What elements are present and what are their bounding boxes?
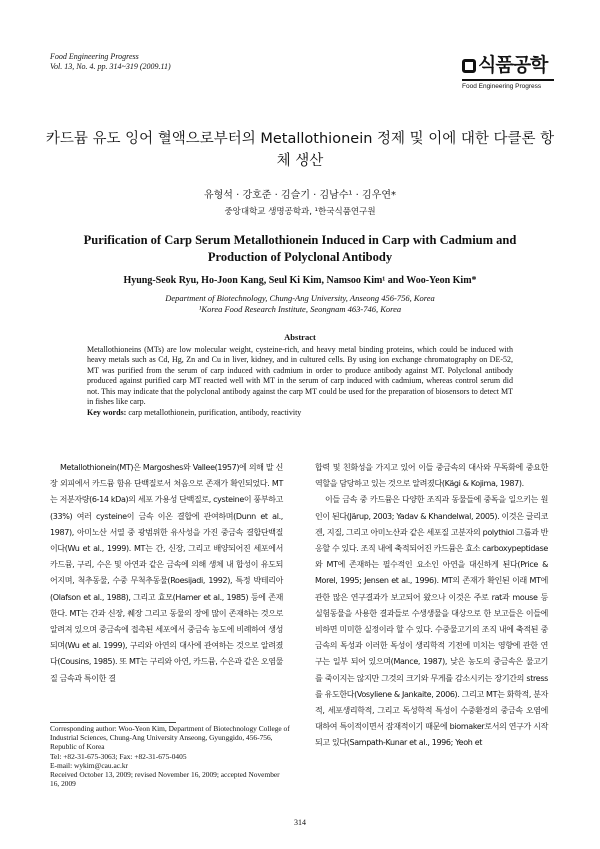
keywords bbox=[87, 408, 513, 417]
body-paragraph: 합력 및 친화성을 가지고 있어 이들 중금속의 대사와 무독화에 중요한 역할을 담당하고 있는 것으로 알려졌다(Kägi & Kojima, 1987). bbox=[315, 463, 548, 489]
journal-name: Food Engineering Progress bbox=[50, 52, 139, 61]
affiliation-line-1: Department of Biotechnology, Chung-Ang University, Anseong 456-756, Korea bbox=[165, 293, 435, 303]
english-title: Purification of Carp Serum Metallothionein Induced in Carp with Cadmium and Production of Polyclonal Antibody bbox=[83, 233, 517, 264]
footnote-author: Corresponding author: Woo-Yeon Kim, Department of Biotechnology College of Industrial Sciences, Chung-Ang University Anseong, Gyunggido, 456-756, Republic of Korea bbox=[50, 724, 290, 752]
affiliation-line-2: ¹Korea Food Research Institute, Seongnam 463-746, Korea bbox=[198, 304, 402, 314]
logo-divider bbox=[462, 79, 554, 81]
english-authors: Hyung-Seok Ryu, Ho-Joon Kang, Seul Ki Kim, Namsoo Kim¹ and Woo-Yeon Kim* bbox=[123, 275, 477, 286]
abstract-text: Metallothioneins (MTs) are low molecular weight, cysteine-rich, and heavy metal binding proteins, which could be induced with heavy metals such as Cd, Hg, Zn and Cu in liver, kidney, and in cultured cells. By using ion exchange chromatography on DE-52, MT was purified from the serum of carp induced with cadmium in order to produce antibody against MT. Polyclonal antibody produced against purified carp MT reacted well with MT in the serum of carp induced with cadmium, whereas control serum did not. This may indicate that the polyclonal antibody against the carp MT could be used for the preparation of biosensors to detect MT in fishes like carp. bbox=[87, 345, 513, 407]
journal-header bbox=[50, 52, 171, 72]
body-paragraph: Metallothionein(MT)은 Margoshes와 Vallee(1957)에 의해 말 신장 외피에서 카드뮴 함유 단백질로서 처음으로 존재가 확인되었다. MT는 저분자량(6-14 kDa)의 세포 가용성 단백질로, cysteine이 풍부하고(33%) 여러 cysteine이 금속 이온 결합에 관여하며(Dunn et al., 1987), 아미노산 서열 중 광범위한 유사성을 가진 중금속 결합단백질이다(Wu et al., 1999). MT는 간, 신장, 그리고 배양되어진 세포에서 카드뮴, 구리, 수은 및 아연과 같은 금속에 의해 생체 내 합성이 유도되어지며, 척추동물, 수중 무척추동물(Roesijadi, 1992), 특정 박테리아(Olafson et al., 1988), 그리고 효모(Hamer et al., 1985) 등에 존재한다. MT는 간과 신장, 췌장 그리고 동물의 장에 많이 존재하는 것으로 알려져 있으며 중금속에 접촉된 세포에서 중금속 농도에 비례하여 생성되며(Wu et al. 1999), 구리와 아연의 대사에 관여하는 것으로 알려졌다(Cousins, 1985). 또 MT는 구리와 아연, 카드뮴, 수은과 같은 오염물질 금속과 특이한 결 bbox=[50, 463, 284, 683]
logo-korean-text: 식품공학 bbox=[462, 54, 554, 76]
body-column-right bbox=[315, 460, 548, 752]
korean-affiliation: 중앙대학교 생명공학과, ¹한국식품연구원 bbox=[224, 207, 376, 217]
footnote-divider bbox=[50, 722, 176, 723]
korean-authors: 유형석 · 강호준 · 김슬기 · 김남수¹ · 김우연* bbox=[203, 190, 397, 201]
page-number: 314 bbox=[294, 818, 306, 827]
logo-english-text: Food Engineering Progress bbox=[462, 83, 542, 90]
logo-mark-icon bbox=[462, 59, 476, 73]
footnote-phone: Tel: +82-31-675-3063; Fax: +82-31-675-0405 bbox=[50, 751, 187, 761]
abstract-heading: Abstract bbox=[284, 332, 316, 342]
footnote-email: E-mail: wykim@cau.ac.kr bbox=[50, 760, 129, 770]
keywords-text: carp metallothionein, purification, antibody, reactivity bbox=[128, 408, 302, 417]
korean-title: 카드뮴 유도 잉어 혈액으로부터의 Metallothionein 정제 및 이에 대한 다클론 항체 생산 bbox=[45, 131, 555, 169]
keywords-label: Key words: bbox=[87, 408, 127, 417]
footnote-dates: Received October 13, 2009; revised November 16, 2009; accepted November 16, 2009 bbox=[50, 770, 280, 789]
body-paragraph: 이들 금속 중 카드뮴은 다양한 조직과 동물들에 중독을 일으키는 원인이 된다(Järup, 2003; Yadav & Khandelwal, 2005). 이것은 글리코겐, 지질, 그리고 아미노산과 같은 세포질 고분자의 polythiol 그룹과 반응할 수 있다. 조직 내에 축적되어진 카드뮴은 효소 carboxypeptidase와 MT에 존재하는 필수적인 요소인 아연을 대신하게 된다(Price & Morel, 1995; Jensen et al., 1996). MT의 존재가 확인된 이래 MT에 관한 많은 연구결과가 보고되어 왔으나 이것은 주로 rat과 mouse 등 실험동물을 사용한 결과들로 수생생물을 대상으로 한 보고들은 이들에 비하면 미미한 실정이라 할 수 있다. 수중물고기의 조직 내에 축적된 중금속의 독성과 이러한 독성이 생리학적 기전에 미치는 영향에 관한 연구는 일부 되어 있으며(Mance, 1987), 낮은 농도의 중금속은 물고기를 죽이지는 않지만 그것의 크기와 무게를 감소시키는 장기간의 stress를 유도한다(Vosyliene & Jankaite, 2006). 그리고 MT는 화학적, 분자적, 세포생리학적, 그리고 독성학적 특성이 수중환경의 중금속 오염에 대하여 특이적이면서 잠재적이기 때문에 biomaker로서의 연구가 시작되고 있다(Sampath-Kunar et al., 1996; Yeoh et bbox=[315, 495, 548, 748]
journal-issue: Vol. 13, No. 4. pp. 314~319 (2009.11) bbox=[50, 62, 171, 71]
body-column-left bbox=[50, 460, 283, 687]
english-affiliation bbox=[40, 293, 560, 315]
journal-logo bbox=[462, 54, 554, 106]
corresponding-author-footnote bbox=[50, 724, 290, 788]
